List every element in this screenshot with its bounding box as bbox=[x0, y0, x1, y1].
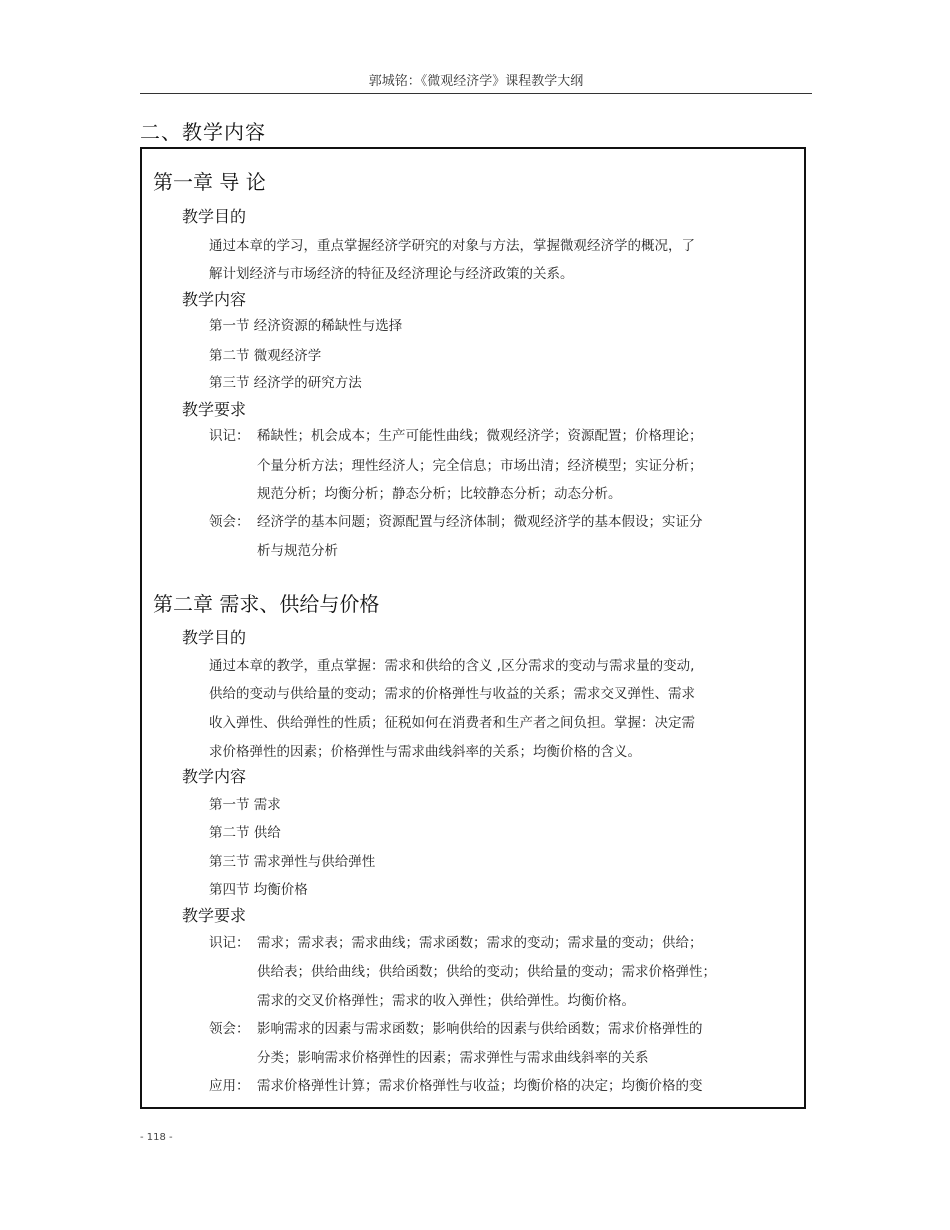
ch2-recall-line: 供给表；供给曲线；供给函数；供给的变动；供给量的变动；需求价格弹性； bbox=[257, 964, 716, 980]
ch2-apply-label: 应用： bbox=[209, 1078, 250, 1094]
ch2-recall-label: 识记： bbox=[209, 935, 250, 951]
ch1-section-item: 第二节 微观经济学 bbox=[209, 348, 322, 364]
ch1-content-heading: 教学内容 bbox=[182, 290, 247, 309]
ch1-purpose-heading: 教学目的 bbox=[182, 207, 247, 226]
ch1-purpose-line: 解计划经济与市场经济的特征及经济理论与经济政策的关系。 bbox=[209, 266, 574, 282]
ch1-section-item: 第一节 经济资源的稀缺性与选择 bbox=[209, 318, 403, 334]
section-title: 二、教学内容 bbox=[140, 120, 266, 144]
running-header: 郭城铭：《微观经济学》课程教学大纲 bbox=[368, 74, 584, 89]
ch1-recall-line: 规范分析；均衡分析；静态分析；比较静态分析；动态分析。 bbox=[257, 486, 622, 502]
ch2-understand-label: 领会： bbox=[209, 1021, 250, 1037]
ch2-apply-line: 需求价格弹性计算；需求价格弹性与收益；均衡价格的决定；均衡价格的变 bbox=[257, 1078, 703, 1094]
ch2-purpose-line: 供给的变动与供给量的变动；需求的价格弹性与收益的关系；需求交叉弹性、需求 bbox=[209, 686, 695, 702]
ch2-section-item: 第二节 供给 bbox=[209, 825, 281, 841]
ch1-recall-line: 稀缺性；机会成本；生产可能性曲线；微观经济学；资源配置；价格理论； bbox=[257, 428, 703, 444]
ch2-purpose-heading: 教学目的 bbox=[182, 628, 247, 647]
ch1-section-item: 第三节 经济学的研究方法 bbox=[209, 375, 362, 391]
ch2-understand-line: 分类；影响需求价格弹性的因素；需求弹性与需求曲线斜率的关系 bbox=[257, 1050, 649, 1066]
ch2-section-item: 第一节 需求 bbox=[209, 797, 281, 813]
ch1-understand-line: 经济学的基本问题；资源配置与经济体制；微观经济学的基本假设；实证分 bbox=[257, 514, 703, 530]
ch2-purpose-line: 收入弹性、供给弹性的性质；征税如何在消费者和生产者之间负担。掌握：决定需 bbox=[209, 715, 695, 731]
chapter-1-heading: 第一章 导 论 bbox=[153, 170, 266, 194]
ch1-requirements-heading: 教学要求 bbox=[182, 400, 247, 419]
chapter-2-heading: 第二章 需求、供给与价格 bbox=[153, 592, 380, 616]
header-rule bbox=[140, 93, 812, 94]
ch2-requirements-heading: 教学要求 bbox=[182, 906, 247, 925]
ch2-recall-line: 需求的交叉价格弹性；需求的收入弹性；供给弹性。均衡价格。 bbox=[257, 993, 635, 1009]
ch2-understand-line: 影响需求的因素与需求函数；影响供给的因素与供给函数；需求价格弹性的 bbox=[257, 1021, 703, 1037]
ch1-understand-line: 析与规范分析 bbox=[257, 543, 338, 559]
ch2-recall-line: 需求；需求表；需求曲线；需求函数；需求的变动；需求量的变动；供给； bbox=[257, 935, 703, 951]
page-number: - 118 - bbox=[140, 1132, 173, 1143]
ch2-section-item: 第四节 均衡价格 bbox=[209, 882, 308, 898]
ch1-recall-label: 识记： bbox=[209, 428, 250, 444]
ch2-content-heading: 教学内容 bbox=[182, 767, 247, 786]
ch1-recall-line: 个量分析方法；理性经济人；完全信息；市场出清；经济模型；实证分析； bbox=[257, 458, 703, 474]
ch1-purpose-line: 通过本章的学习，重点掌握经济学研究的对象与方法，掌握微观经济学的概况，了 bbox=[209, 238, 695, 254]
ch2-purpose-line: 通过本章的教学，重点掌握：需求和供给的含义 ,区分需求的变动与需求量的变动, bbox=[209, 658, 695, 674]
ch2-purpose-line: 求价格弹性的因素；价格弹性与需求曲线斜率的关系；均衡价格的含义。 bbox=[209, 744, 641, 760]
ch2-section-item: 第三节 需求弹性与供给弹性 bbox=[209, 854, 376, 870]
ch1-understand-label: 领会： bbox=[209, 514, 250, 530]
